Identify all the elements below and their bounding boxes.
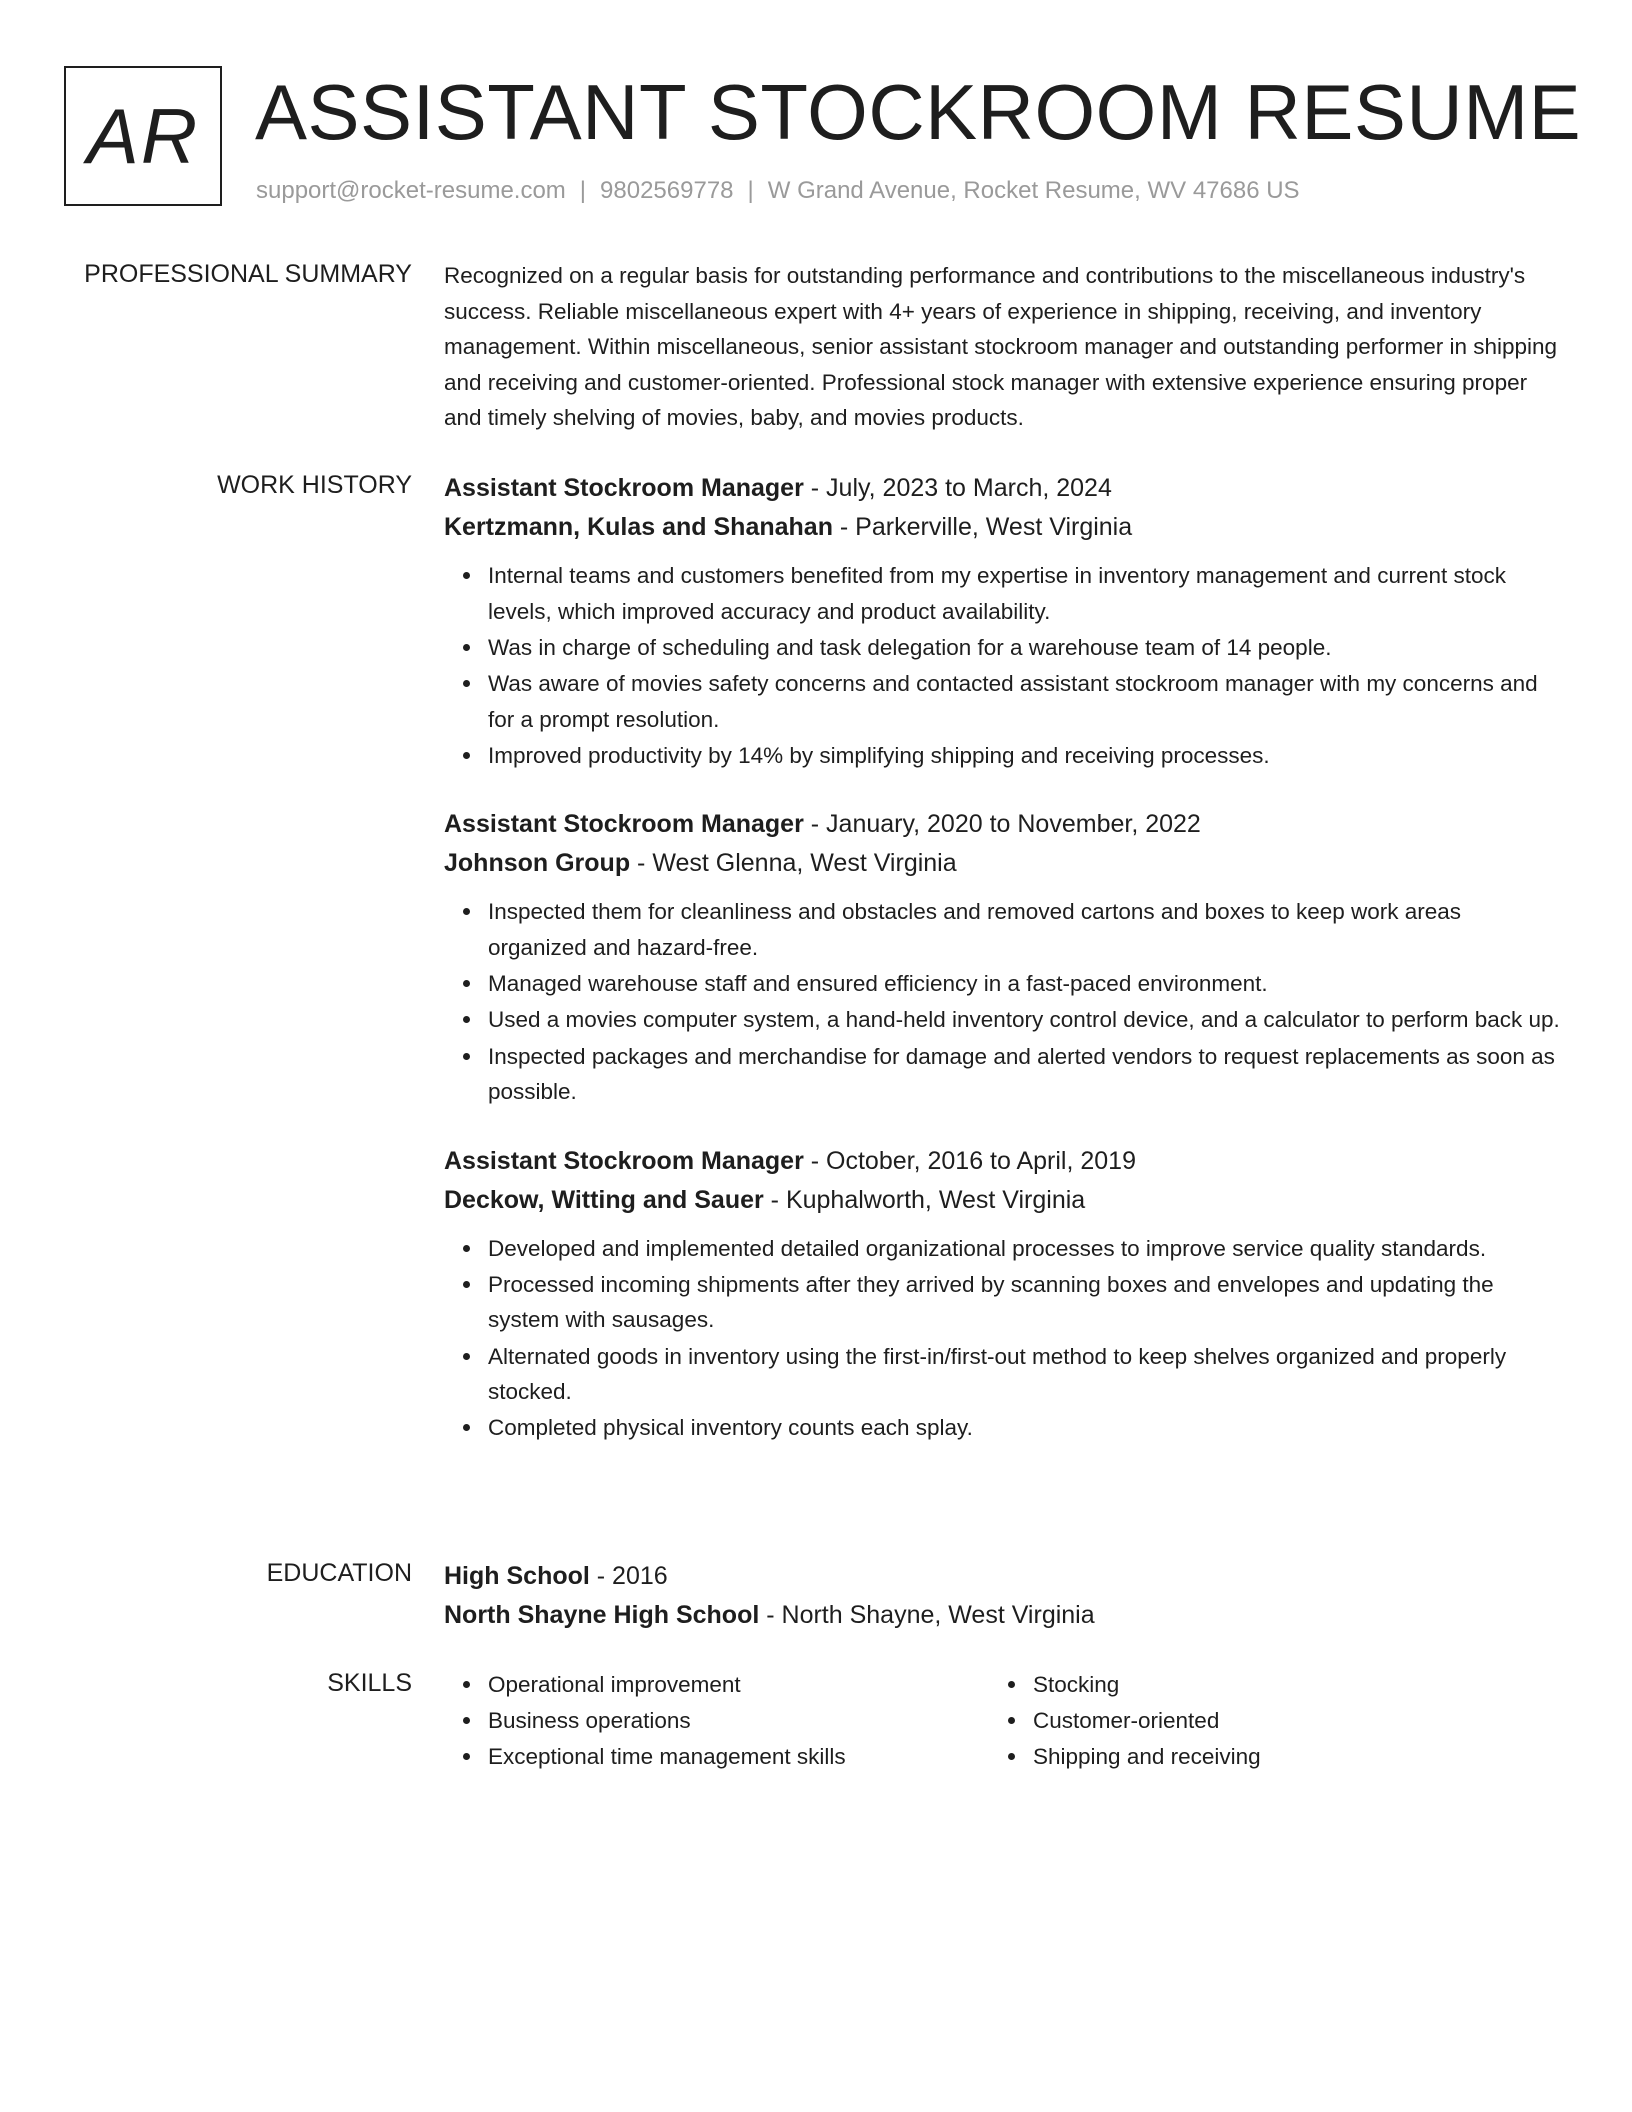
contact-separator: | [747,177,754,204]
contact-phone: 9802569778 [600,177,734,204]
job-title: Assistant Stockroom Manager [444,474,804,502]
summary-text: Recognized on a regular basis for outstanding performance and contributions to the miscellaneous industry's success. Reliable miscellaneous expert with 4+ years of experience in shipping, receiving, and inventory management. Within miscellaneous, senior assistant stockroom manager and outstanding performer in shipping and receiving and customer-oriented. Professional stock manager with extensive experience ensuring proper and timely shelving of movies, baby, and movies products. [444,263,1558,431]
list-item: Was in charge of scheduling and task delegation for a warehouse team of 14 people. [488,630,1560,666]
contact-separator: | [579,177,587,204]
skills-column-left [444,1667,989,1776]
job-company: Kertzmann, Kulas and Shanahan [444,513,833,541]
job-dates: - July, 2023 to March, 2024 [803,474,1112,502]
monogram-badge: AR [64,66,222,206]
job-bullets [444,558,1560,773]
list-item: Shipping and receiving [1033,1739,1534,1775]
section-label: EDUCATION [266,1559,412,1587]
page-title: ASSISTANT STOCKROOM RESUME [255,68,1582,156]
job-title-line [444,805,1560,844]
job-entry [444,469,1560,773]
education-school: North Shayne High School [444,1601,760,1629]
job-location: - Kuphalworth, West Virginia [763,1185,1086,1214]
job-company-line [444,844,1560,883]
job-entry [444,1142,1560,1446]
list-item: Used a movies computer system, a hand-held inventory control device, and a calculator to perform back up. [488,1002,1560,1038]
job-location: - Parkerville, West Virginia [832,513,1133,541]
skills-list [989,1667,1534,1775]
list-item: Stocking [1033,1667,1534,1703]
education-location: - North Shayne, West Virginia [759,1601,1095,1629]
list-item: Managed warehouse staff and ensured efficiency in a fast-paced environment. [488,966,1560,1002]
list-item: Inspected them for cleanliness and obstacles and removed cartons and boxes to keep work areas organized and hazard-free. [488,894,1560,965]
resume-header [64,64,1584,214]
job-bullets [444,1231,1560,1446]
list-item: Exceptional time management skills [488,1739,989,1775]
job-entry [444,805,1560,1109]
job-title: Assistant Stockroom Manager [444,810,804,839]
skills-grid [444,1667,1560,1776]
job-title-line [444,1142,1560,1181]
section-body [444,469,1560,1478]
list-item: Improved productivity by 14% by simplifying shipping and receiving processes. [488,738,1560,774]
contact-line [256,176,1300,206]
contact-address: W Grand Avenue, Rocket Resume, WV 47686 US [767,177,1300,204]
list-item: Operational improvement [488,1667,989,1703]
section-label: PROFESSIONAL SUMMARY [84,260,412,288]
job-company-line [444,1181,1560,1220]
job-company-line [444,508,1560,547]
section-body [444,1557,1560,1635]
job-dates: - January, 2020 to November, 2022 [803,810,1201,839]
education-school-line [444,1596,1560,1635]
list-item: Inspected packages and merchandise for damage and alerted vendors to request replacements as soon as possible. [488,1039,1560,1110]
job-location: - West Glenna, West Virginia [630,849,957,878]
section-label: SKILLS [327,1669,412,1697]
job-company: Johnson Group [444,849,631,878]
job-dates: - October, 2016 to April, 2019 [803,1146,1136,1175]
section-body [444,1667,1560,1776]
job-bullets [444,894,1560,1109]
list-item: Customer-oriented [1033,1703,1534,1739]
job-title-line [444,469,1560,508]
list-item: Completed physical inventory counts each splay. [488,1410,1560,1446]
list-item: Alternated goods in inventory using the first-in/first-out method to keep shelves organized and properly stocked. [488,1339,1560,1410]
list-item: Internal teams and customers benefited from my expertise in inventory management and current stock levels, which improved accuracy and product availability. [488,558,1560,629]
contact-email: support@rocket-resume.com [256,177,566,204]
section-label: WORK HISTORY [217,471,412,499]
education-degree: High School [444,1562,590,1590]
list-item: Developed and implemented detailed organizational processes to improve service quality standards. [488,1231,1560,1267]
list-item: Was aware of movies safety concerns and contacted assistant stockroom manager with my concerns and for a prompt resolution. [488,666,1560,737]
job-company: Deckow, Witting and Sauer [444,1185,764,1214]
education-year: - 2016 [589,1562,668,1590]
list-item: Business operations [488,1703,989,1739]
education-degree-line [444,1557,1560,1596]
section-body [444,258,1560,436]
job-title: Assistant Stockroom Manager [444,1146,804,1175]
list-item: Processed incoming shipments after they arrived by scanning boxes and envelopes and updating the system with sausages. [488,1267,1560,1338]
skills-list [444,1667,989,1775]
skills-column-right [989,1667,1534,1776]
